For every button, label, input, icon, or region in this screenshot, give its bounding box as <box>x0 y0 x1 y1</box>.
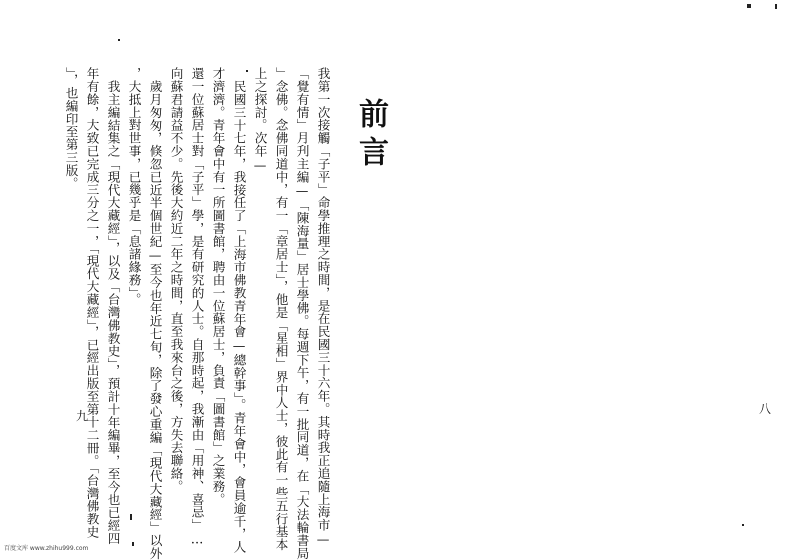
text-column-6: 才濟濟。青年會中有一所圖書館，聘由一位蘇居士，負責「圖書館」之業務。 <box>210 67 226 506</box>
text-column-4: 上之探討。次年— <box>252 67 268 173</box>
text-column-5: 民國三十七年，我接任了「上海市佛教青年會—總幹事」。青年會中，會員逾千，人 <box>231 80 247 554</box>
page-number-right: 八 <box>759 402 772 416</box>
scan-speck <box>246 70 248 72</box>
scan-speck <box>132 542 134 546</box>
page-title: 前言 <box>353 98 388 174</box>
scan-speck <box>775 4 777 9</box>
text-column-7: 還一位蘇居士對「子平」學，是有研究的人士。自那時起，我漸由「用神、喜忌」… <box>189 67 205 547</box>
scan-watermark: 百度文库 www.zhihu999.com <box>4 545 89 552</box>
text-column-13: 」，也編印至第三版。 <box>63 67 79 190</box>
text-column-2: 「覺有情」月刋主編—「陳海量」居士學佛。每週下午，有一批同道，在「大法輪書局 <box>294 67 310 560</box>
scan-speck <box>742 524 744 526</box>
scan-speck <box>118 39 120 41</box>
text-column-8: 向蘇君請益不少。先後大約近二年之時間，直至我來台之後，方失去聯絡。 <box>168 67 184 493</box>
text-column-12: 年有餘，大致已完成三分之一，「現代大藏經」，已經出版至第十二冊。「台灣佛教史 <box>84 67 100 539</box>
text-column-9: 歲月匆匆，倏忽已近半個世紀—至今也年近七旬，除了發心重編「現代大藏經」以外 <box>147 80 163 560</box>
text-column-10: ，大抵上對世事，已幾乎是「息諸緣務」。 <box>126 67 142 306</box>
text-column-11: 我主編結集之「現代大藏經」，以及「台灣佛教史」，預計十年編畢，至今也已經四 <box>105 80 121 545</box>
page-number-left: 九 <box>76 409 89 423</box>
text-column-1: 我第一次接觸「子平」命學推理之時間，是在民國三十六年。其時我正追隨上海市— <box>315 67 331 547</box>
text-column-3: 」念佛。念佛同道中，有一「章居士」，他是「星相」界中人士，彼此有一些五行基本 <box>273 67 289 551</box>
scan-speck <box>130 514 132 520</box>
scan-speck <box>747 4 751 8</box>
